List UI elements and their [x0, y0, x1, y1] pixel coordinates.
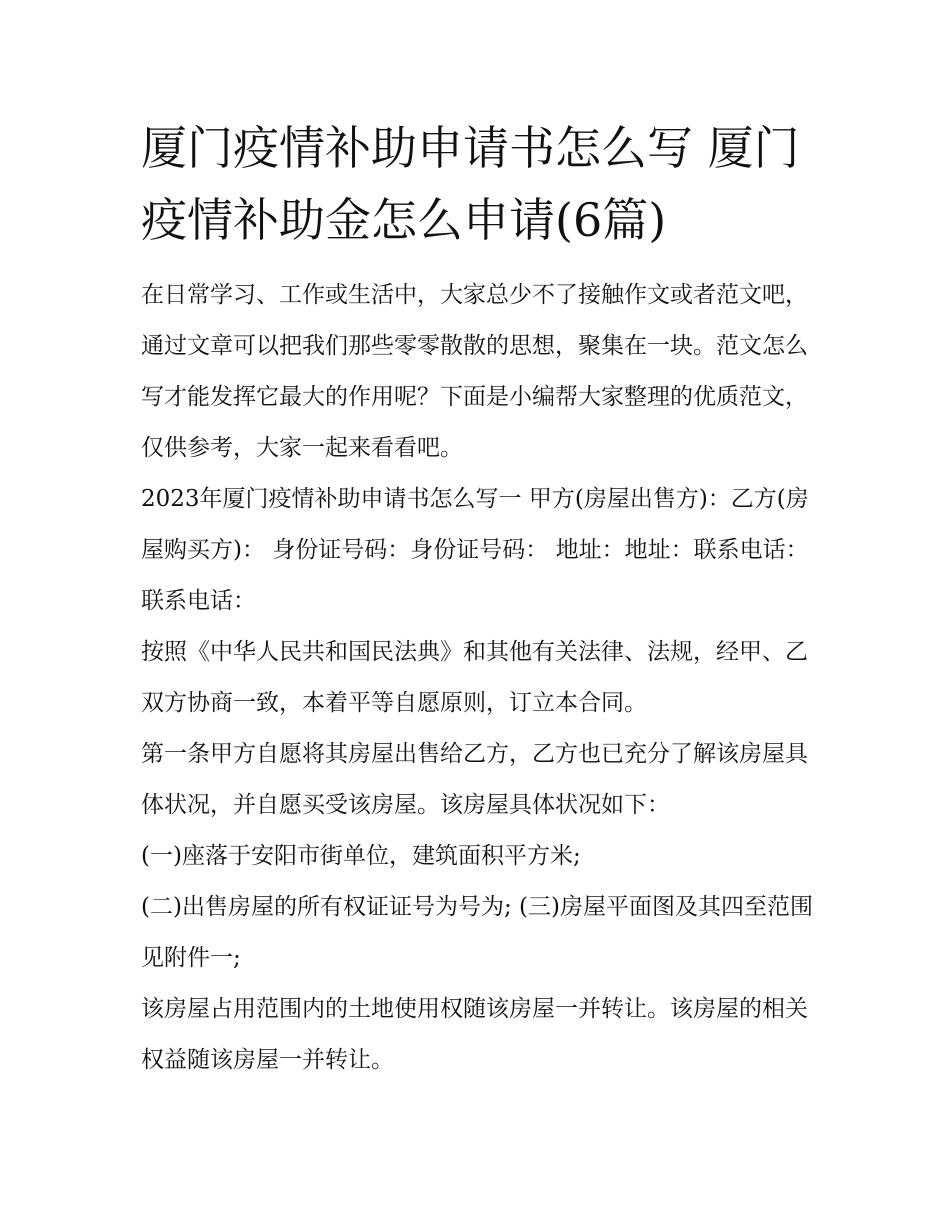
- paragraph-article-one: 第一条甲方自愿将其房屋出售给乙方，乙方也已充分了解该房屋具体状况，并自愿买受该房屋。该房屋具体状况如下：: [141, 741, 808, 818]
- document-body: [141, 270, 821, 1086]
- document-page: [141, 112, 821, 1086]
- paragraph-land-use: 该房屋占用范围内的土地使用权随该房屋一并转让。该房屋的相关权益随该房屋一并转让。: [141, 996, 808, 1073]
- paragraph-item-two-three: (二)出售房屋的所有权证证号为号为; (三)房屋平面图及其四至范围见附件一;: [141, 894, 813, 971]
- paragraph-legal-basis: 按照《中华人民共和国民法典》和其他有关法律、法规，经甲、乙双方协商一致，本着平等自愿原则，订立本合同。: [141, 639, 808, 716]
- paragraph-intro: 在日常学习、工作或生活中，大家总少不了接触作文或者范文吧，通过文章可以把我们那些零零散散的思想，聚集在一块。范文怎么写才能发挥它最大的作用呢？下面是小编帮大家整理的优质范文，仅供参考，大家一起来看看吧。: [141, 282, 808, 461]
- paragraph-item-one: (一)座落于安阳市街单位，建筑面积平方米;: [141, 843, 581, 869]
- paragraph-parties: 2023年厦门疫情补助申请书怎么写一 甲方(房屋出售方)：乙方(房屋购买方)： 身份证号码：身份证号码： 地址：地址：联系电话：联系电话：: [141, 486, 809, 614]
- document-title: 厦门疫情补助申请书怎么写 厦门疫情补助金怎么申请(6篇): [141, 121, 800, 247]
